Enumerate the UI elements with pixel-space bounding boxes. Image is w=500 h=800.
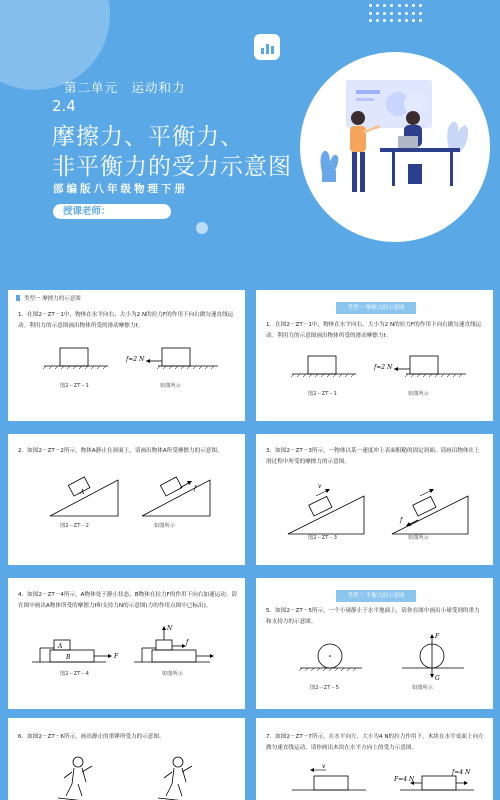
figure-stacked-blocks [18,626,238,676]
figure-ball-on-ground [266,628,486,688]
label-n: N [167,625,173,632]
caption-right: 如图所示 [162,671,183,677]
label-g: G [435,675,440,682]
question-text: 4．如图2－ZT－4所示，A物体处于静止状态，B物体在拉力F的作用下向右加速运动。请在图中画出A物体所受的摩擦力f和支持力N的示意图(力的作用点图中已标出)。 [18,592,237,609]
label-v: v [318,483,322,490]
category-tag: 类型一 摩擦力的示意图 [16,294,81,302]
section-number: 2.4 [52,97,76,115]
question-text: 3．如图2－ZT－3所示，一物体以某一速度冲上表面粗糙的固定斜面，请画出物体在上滑过程中所受的摩擦力的示意图。 [266,448,480,465]
decor-bubble [0,0,110,90]
label-f: f [194,485,197,492]
caption-left: 图2－ZT－1 [60,383,89,389]
edition-label: 部编版八年级物理下册 [53,183,188,195]
caption-left: 图2－ZT－5 [310,685,339,691]
label-force: F [114,653,119,660]
force-label: f=2 N [126,356,145,363]
force-label: f=2 N [374,364,393,371]
caption-right: 如图所示 [408,391,429,397]
label-b: B [66,654,71,661]
label-v: v [322,763,326,770]
label-f: f [400,517,403,524]
decor-dot-grid [369,4,423,24]
label-f-left: F=4 N [394,776,415,783]
caption-left: 图2－ZT－3 [308,535,337,541]
slide-2 [256,290,493,421]
caption-left: 图2－ZT－2 [60,523,89,529]
category-tag: 类型一 摩擦力的示意图 [336,302,416,314]
office-illustration [300,52,490,242]
label-f-right: f=4 N [452,769,471,776]
caption-right: 如图所示 [160,383,181,389]
figure-block-on-ground [18,346,238,386]
slide-5 [8,578,245,709]
caption-right: 如图所示 [154,523,175,529]
question-text: 1．在图2－ZT－1中，物体在水平向右、大小为2 N的拉力F的作用下向右做匀速直线运动。利用力的示意图画出物体所受的滑动摩擦力f。 [18,312,234,329]
slide-8 [256,718,493,800]
figure-incline-static [18,466,238,526]
question-text: 6．如图2－ZT－6所示，画出静止的重锤所受力的示意图。 [18,734,165,740]
figure-skier [18,752,238,800]
slide-4 [256,434,493,565]
chart-icon [254,34,280,60]
category-tag: 类型二 平衡力的示意图 [336,590,416,602]
unit-label: 第二单元 运动和力 [64,80,186,95]
figure-block-pulled-left [266,762,486,800]
label-f: F [435,633,440,640]
question-text: 7．如图2－ZT－7所示，在水平向左、大小为4 N的拉力作用下，木块在水平桌面上向左做匀速直线运动，请你画出木块在水平方向上的受力示意图。 [266,734,484,751]
slide-1 [8,290,245,421]
slide-6 [256,578,493,709]
caption-left: 图2－ZT－4 [60,671,89,677]
caption-right: 如图所示 [408,535,429,541]
caption-right: 如图所示 [412,685,433,691]
cover-slide [0,0,500,283]
label-a: A [58,643,63,650]
teacher-label: 授课老师： [53,204,171,219]
illustration-circle [300,52,490,242]
figure-incline-moving [266,474,486,544]
decor-bubble [196,222,208,234]
caption-left: 图2－ZT－1 [308,391,337,397]
question-text: 2．如图2－ZT－2所示，物体A静止在斜面上，请画出物体A所受摩擦力的示意图。 [18,448,223,454]
figure-block-on-ground [266,354,486,394]
question-text: 5．如图2－ZT－5所示，一个小球静止于水平地面上，请你在图中画出小球受到的重力和支持力的示意图。 [266,608,480,625]
label-ff: f [186,639,189,646]
slide-3 [8,434,245,565]
label-a: A [80,489,85,496]
title-line-1: 摩擦力、平衡力、 [52,124,244,150]
slide-7 [8,718,245,800]
question-text: 1．在图2－ZT－1中，物体在水平向右、大小为2 N的拉力F的作用下向右做匀速直线运动。利用力的示意图画出物体所受的滑动摩擦力f。 [266,322,482,339]
title-line-2: 非平衡力的受力示意图 [52,154,292,180]
